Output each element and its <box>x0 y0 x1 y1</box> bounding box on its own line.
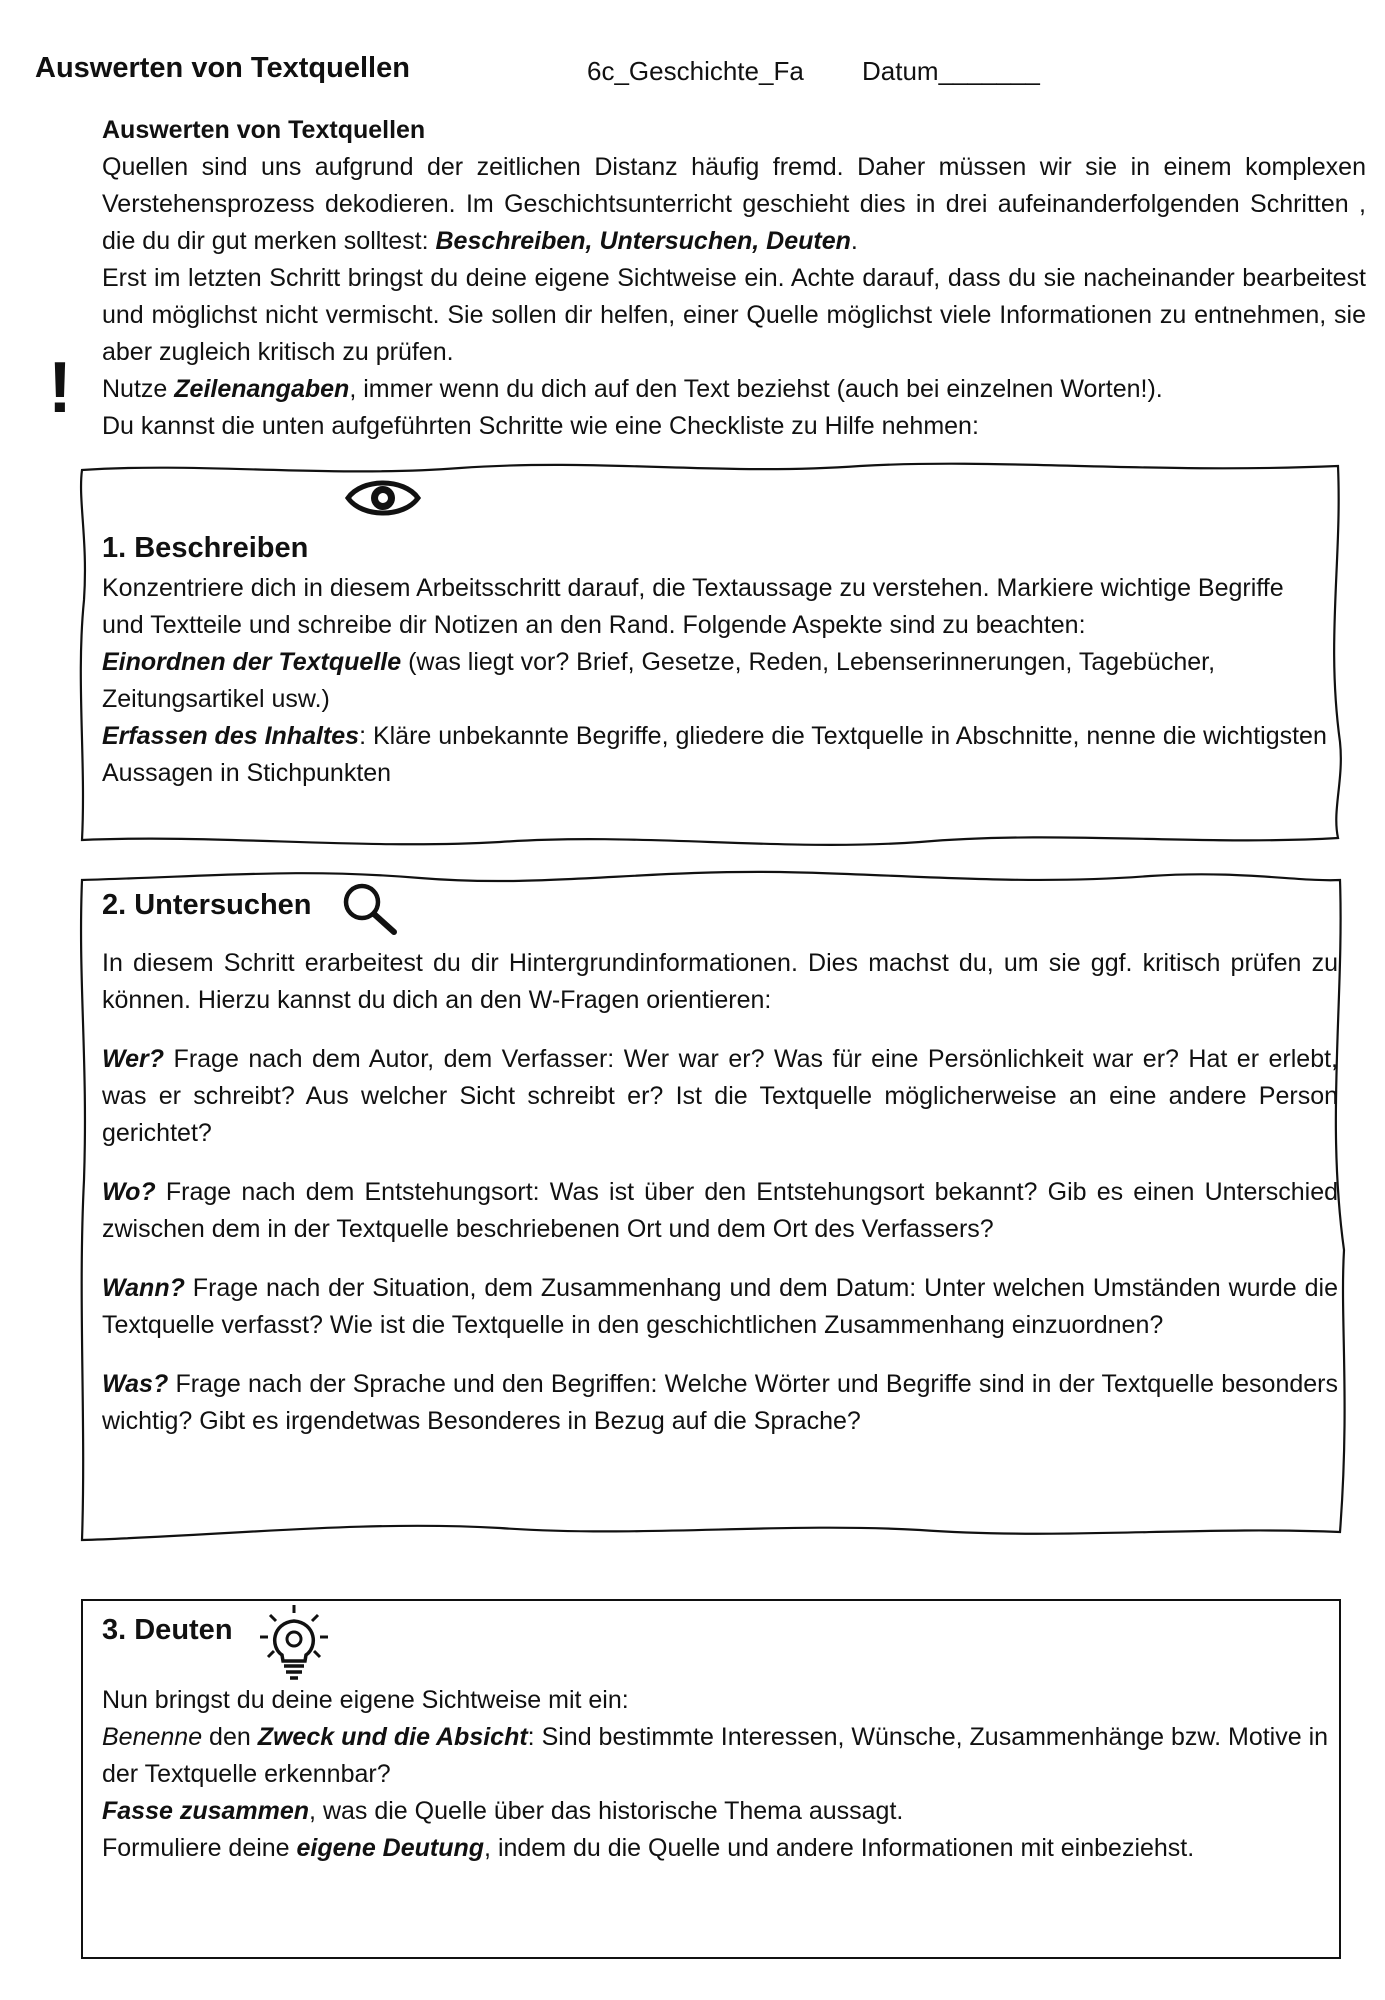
intro-paragraph-2: Erst im letzten Schritt bringst du deine eigene Sichtweise ein. Achte darauf, dass du sie nacheinander bearbeitest und möglichst nicht vermischt. Sie sollen dir helfen, einer Quelle möglichst viele Informationen zu entnehmen, sie aber zugleich kritisch zu prüfen. <box>102 264 1366 366</box>
step1-paragraph-2 <box>102 644 1332 718</box>
step2-q-wann: Wann? <box>102 1274 185 1302</box>
step2-q-wo: Wo? <box>102 1178 156 1206</box>
step3-p2-benenne: Benenne <box>102 1723 203 1751</box>
eye-icon <box>344 474 422 522</box>
intro-heading: Auswerten von Textquellen <box>102 116 426 144</box>
step3-p3-text: , was die Quelle über das historische Thema aussagt. <box>309 1797 904 1825</box>
step3-paragraph-3 <box>102 1793 1334 1830</box>
step1-body <box>102 570 1332 792</box>
intro-p1-text: Quellen sind uns aufgrund der zeitlichen Distanz häufig fremd. Daher müssen wir sie in einem komplexen Verstehensprozess dekodieren. Im Geschichtsunterricht geschieht dies in drei aufeinanderfolgenden Schritten , die du dir gut merken solltest: <box>102 153 1366 255</box>
date-field-label: Datum_______ <box>862 56 1040 86</box>
exclamation-mark: ! <box>48 348 72 428</box>
step2-item-wo <box>102 1174 1338 1248</box>
step1-p3-emph: Erfassen des Inhaltes <box>102 722 360 750</box>
step2-text-wer: Frage nach dem Autor, dem Verfasser: Wer war er? Was für eine Persönlichkeit war er? Hat er erlebt, was er schreibt? Aus welcher Sicht schreibt er? Ist die Textquelle möglicherweise an eine andere Person gerichtet? <box>102 1045 1338 1147</box>
step2-q-was: Was? <box>102 1370 169 1398</box>
step3-p4-text: Formuliere deine <box>102 1834 297 1862</box>
step3-p4-end: , indem du die Quelle und andere Informationen mit einbeziehst. <box>484 1834 1195 1862</box>
intro-p3-end: , immer wenn du dich auf den Text beziehst (auch bei einzelnen Worten!). <box>349 375 1163 403</box>
intro-p1-end: . <box>850 227 858 255</box>
step3-body <box>102 1682 1334 1867</box>
step3-paragraph-4 <box>102 1830 1334 1867</box>
intro-p3-emph: Zeilenangaben <box>174 375 350 403</box>
step1-heading: 1. Beschreiben <box>102 532 309 564</box>
step2-item-wann <box>102 1270 1338 1344</box>
step1-p2-text: (was liegt vor? Brief, Gesetze, Reden, Lebenserinnerungen, Tagebücher, Zeitungsartikel usw.) <box>102 648 1216 713</box>
step3-p3-emph: Fasse zusammen <box>102 1797 310 1825</box>
intro-paragraph-4: Du kannst die unten aufgeführten Schritte wie eine Checkliste zu Hilfe nehmen: <box>102 412 979 440</box>
step1-paragraph-1: Konzentriere dich in diesem Arbeitsschritt darauf, die Textaussage zu verstehen. Markiere wichtige Begriffe und Textteile und schreibe dir Notizen an den Rand. Folgende Aspekte sind zu beachten: <box>102 574 1284 639</box>
lightbulb-icon <box>258 1603 330 1681</box>
step3-paragraph-2 <box>102 1719 1334 1793</box>
page-title: Auswerten von Textquellen <box>35 52 410 84</box>
step2-heading: 2. Untersuchen <box>102 889 312 921</box>
intro-section <box>102 112 1366 445</box>
step3-heading: 3. Deuten <box>102 1614 233 1646</box>
magnifier-icon <box>340 880 402 936</box>
step2-q-wer: Wer? <box>102 1045 165 1073</box>
step3-p2-den: den <box>202 1723 258 1751</box>
step1-paragraph-3 <box>102 718 1332 792</box>
step2-text-wo: Frage nach dem Entstehungsort: Was ist über den Entstehungsort bekannt? Gib es einen Unterschied zwischen dem in der Textquelle beschriebenen Ort und dem Ort des Verfassers? <box>102 1178 1338 1243</box>
step2-item-was <box>102 1366 1338 1440</box>
step3-paragraph-1: Nun bringst du deine eigene Sichtweise mit ein: <box>102 1686 629 1714</box>
intro-p1-steps: Beschreiben, Untersuchen, Deuten <box>435 227 851 255</box>
step2-body <box>102 945 1338 1440</box>
step1-p2-emph: Einordnen der Textquelle <box>102 648 402 676</box>
step3-p2-emph: Zweck und die Absicht <box>257 1723 528 1751</box>
step2-text-was: Frage nach der Sprache und den Begriffen: Welche Wörter und Begriffe sind in der Textquelle besonders wichtig? Gibt es irgendetwas Besonderes in Bezug auf die Sprache? <box>102 1370 1338 1435</box>
intro-p3-text: Nutze <box>102 375 175 403</box>
step2-text-wann: Frage nach der Situation, dem Zusammenhang und dem Datum: Unter welchen Umständen wurde die Textquelle verfasst? Wie ist die Textquelle in den geschichtlichen Zusammenhang einzuordnen? <box>102 1274 1338 1339</box>
step2-item-wer <box>102 1041 1338 1152</box>
intro-paragraph-3 <box>102 371 1366 408</box>
step3-p2-text: : Sind bestimmte Interessen, Wünsche, Zusammenhänge bzw. Motive in der Textquelle erkennbar? <box>102 1723 1329 1788</box>
step1-p3-text: : Kläre unbekannte Begriffe, gliedere die Textquelle in Abschnitte, nenne die wichtigsten Aussagen in Stichpunkten <box>102 722 1327 787</box>
intro-paragraph-1 <box>102 149 1366 260</box>
step3-p4-emph: eigene Deutung <box>296 1834 485 1862</box>
step2-intro: In diesem Schritt erarbeitest du dir Hintergrundinformationen. Dies machst du, um sie ggf. kritisch prüfen zu können. Hierzu kannst du dich an den W-Fragen orientieren: <box>102 949 1338 1014</box>
class-tag: 6c_Geschichte_Fa <box>587 56 804 86</box>
